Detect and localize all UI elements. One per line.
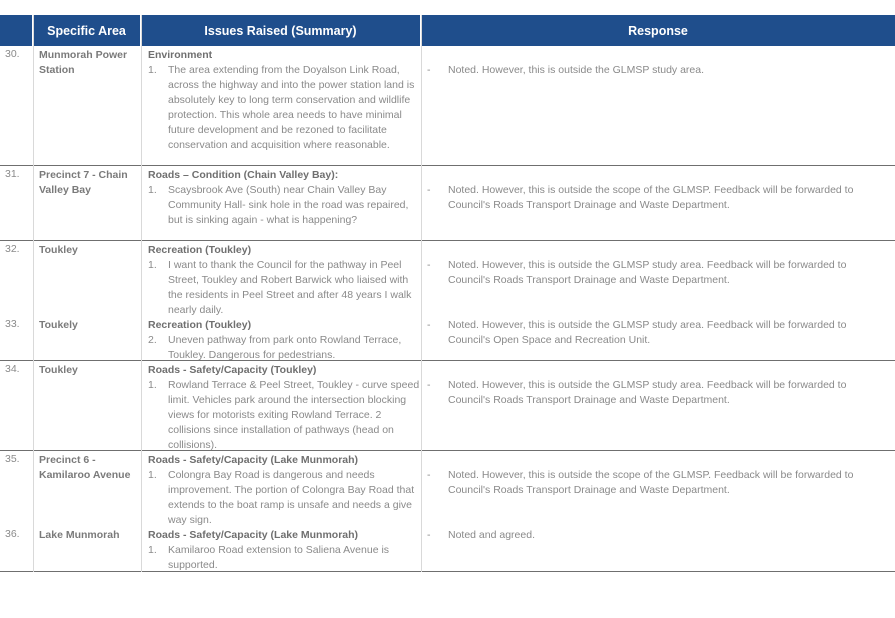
issue-item bbox=[148, 378, 420, 453]
issue-item-number: 1. bbox=[148, 64, 157, 76]
row-number: 34. bbox=[5, 363, 20, 375]
response-dash: - bbox=[427, 469, 431, 481]
issue-item-number: 1. bbox=[148, 379, 157, 391]
issue-item-text: Rowland Terrace & Peel Street, Toukley - curve speed limit. Vehicles park around the intersection blocking views for motorists exiting Rowland Terrace. 2 collisions since installation of pathways (head on collisions). bbox=[168, 379, 420, 451]
response-dash: - bbox=[427, 319, 431, 331]
issue-item-number: 1. bbox=[148, 259, 157, 271]
column-divider bbox=[141, 15, 142, 572]
row-area: Precinct 7 - Chain Valley Bay bbox=[39, 169, 128, 196]
issue-item-text: Scaysbrook Ave (South) near Chain Valley Bay Community Hall- sink hole in the road was repaired, but is sinking again - what is happening? bbox=[168, 184, 409, 226]
response-text: Noted. However, this is outside the GLMSP study area. Feedback will be forwarded to Council's Open Space and Recreation Unit. bbox=[448, 319, 847, 346]
row-issue bbox=[148, 168, 420, 228]
response-dash: - bbox=[427, 64, 431, 76]
table-row bbox=[0, 166, 895, 241]
issue-item-number: 2. bbox=[148, 334, 157, 346]
row-issue bbox=[148, 48, 420, 153]
table-row bbox=[0, 316, 895, 361]
response-dash: - bbox=[427, 184, 431, 196]
table-row bbox=[0, 46, 895, 166]
row-response bbox=[427, 318, 889, 348]
issue-topic: Roads - Safety/Capacity (Toukley) bbox=[148, 364, 317, 376]
issue-item-text: I want to thank the Council for the pathway in Peel Street, Toukley and Robert Barwick who liaised with the residents in Peel Street and after 48 years I walk nearly daily. bbox=[168, 259, 412, 316]
row-issue bbox=[148, 318, 420, 363]
table-row bbox=[0, 361, 895, 451]
response-text: Noted and agreed. bbox=[448, 529, 535, 541]
issue-item-text: Uneven pathway from park onto Rowland Terrace, Toukley. Dangerous for pedestrians. bbox=[168, 334, 402, 361]
row-response bbox=[427, 183, 889, 213]
row-area: Toukley bbox=[39, 364, 78, 376]
column-divider bbox=[421, 15, 422, 572]
row-issue bbox=[148, 453, 420, 528]
table-row bbox=[0, 526, 895, 572]
row-response bbox=[427, 258, 889, 288]
response-text: Noted. However, this is outside the scope of the GLMSP. Feedback will be forwarded to Council's Roads Transport Drainage and Waste Department. bbox=[448, 184, 854, 211]
row-response bbox=[427, 63, 889, 78]
header-issues-raised: Issues Raised (Summary) bbox=[141, 15, 421, 46]
issue-topic: Environment bbox=[148, 49, 213, 61]
row-response bbox=[427, 378, 889, 408]
issue-topic: Roads - Safety/Capacity (Lake Munmorah) bbox=[148, 454, 359, 466]
row-number: 35. bbox=[5, 453, 20, 465]
row-number: 33. bbox=[5, 318, 20, 330]
issue-topic: Recreation (Toukley) bbox=[148, 244, 252, 256]
table-header bbox=[0, 15, 895, 46]
table-row bbox=[0, 241, 895, 316]
row-issue bbox=[148, 528, 420, 573]
issue-topic: Roads - Safety/Capacity (Lake Munmorah) bbox=[148, 529, 359, 541]
response-dash: - bbox=[427, 379, 431, 391]
issue-item bbox=[148, 543, 420, 573]
row-area: Lake Munmorah bbox=[39, 529, 120, 541]
response-dash: - bbox=[427, 259, 431, 271]
table-row bbox=[0, 451, 895, 526]
header-specific-area: Specific Area bbox=[33, 15, 141, 46]
response-text: Noted. However, this is outside the GLMSP study area. Feedback will be forwarded to Council's Roads Transport Drainage and Waste Department. bbox=[448, 259, 847, 286]
response-text: Noted. However, this is outside the GLMSP study area. Feedback will be forwarded to Council's Roads Transport Drainage and Waste Department. bbox=[448, 379, 847, 406]
column-divider bbox=[33, 15, 34, 572]
row-area: Precinct 6 - Kamilaroo Avenue bbox=[39, 454, 131, 481]
issue-topic: Roads – Condition (Chain Valley Bay): bbox=[148, 169, 339, 181]
issue-topic: Recreation (Toukley) bbox=[148, 319, 252, 331]
response-text: Noted. However, this is outside the GLMSP study area. bbox=[448, 64, 705, 76]
row-number: 30. bbox=[5, 48, 20, 60]
issue-item-text: The area extending from the Doyalson Link Road, across the highway and into the power station land is absolutely key to long term conservation and wildlife protection. This whole area needs to have minimal future development and be rezoned to facilitate conservation and acquisition where reasonable. bbox=[168, 64, 415, 151]
response-text: Noted. However, this is outside the scope of the GLMSP. Feedback will be forwarded to Council's Roads Transport Drainage and Waste Department. bbox=[448, 469, 854, 496]
issue-item-number: 1. bbox=[148, 184, 157, 196]
row-number: 36. bbox=[5, 528, 20, 540]
issue-item-number: 1. bbox=[148, 544, 157, 556]
issue-item bbox=[148, 63, 420, 153]
issue-item bbox=[148, 468, 420, 528]
row-issue bbox=[148, 243, 420, 318]
response-dash: - bbox=[427, 529, 431, 541]
header-number-cell bbox=[0, 15, 33, 46]
row-response bbox=[427, 528, 889, 543]
row-response bbox=[427, 468, 889, 498]
row-number: 31. bbox=[5, 168, 20, 180]
issue-item bbox=[148, 258, 420, 318]
row-area: Toukely bbox=[39, 319, 78, 331]
issue-item-text: Kamilaroo Road extension to Saliena Avenue is supported. bbox=[168, 544, 390, 571]
header-response: Response bbox=[628, 23, 688, 38]
issue-item-number: 1. bbox=[148, 469, 157, 481]
row-area: Toukley bbox=[39, 244, 78, 256]
row-number: 32. bbox=[5, 243, 20, 255]
row-issue bbox=[148, 363, 420, 453]
issue-item bbox=[148, 333, 420, 363]
issue-item-text: Colongra Bay Road is dangerous and needs improvement. The portion of Colongra Bay Road that extends to the boat ramp is unsafe and needs a give way sign. bbox=[168, 469, 415, 526]
consultation-table bbox=[0, 15, 895, 572]
row-area: Munmorah Power Station bbox=[39, 49, 128, 76]
issue-item bbox=[148, 183, 420, 228]
